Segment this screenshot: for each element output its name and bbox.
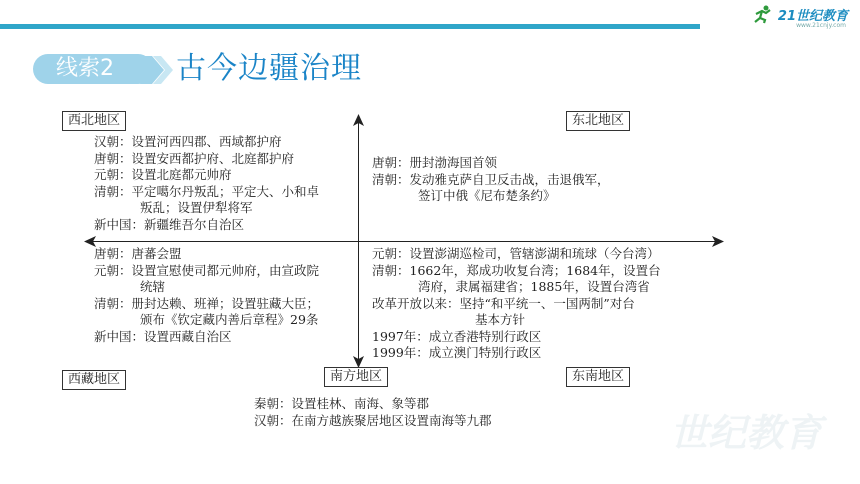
text-line: 新中国：新疆维吾尔自治区 — [94, 216, 245, 232]
text-line: 1997年：成立香港特别行政区 — [372, 328, 542, 344]
region-tibet: 西藏地区 — [62, 370, 126, 390]
page-title: 古今边疆治理 — [176, 51, 362, 86]
text-line: 改革开放以来：坚持“和平统一、一国两制”对台 — [372, 295, 635, 311]
header-accent-line — [0, 24, 700, 29]
region-south: 南方地区 — [324, 367, 388, 387]
text-line: 元朝：设置宣慰使司都元帅府，由宣政院 — [94, 262, 320, 278]
text-line: 1999年：成立澳门特别行政区 — [372, 345, 542, 360]
text-line: 元朝：设置北庭都元帅府 — [94, 167, 232, 182]
text-line: 基本方针 — [475, 312, 526, 327]
northeast-text — [372, 155, 610, 205]
tibet-text — [94, 246, 319, 345]
text-line: 清朝：平定噶尔丹叛乱；平定大、小和卓 — [94, 183, 320, 199]
text-line: 汉朝：设置河西四郡、西域都护府 — [94, 134, 282, 149]
region-northwest: 西北地区 — [62, 111, 126, 131]
text-line: 叛乱；设置伊犁将军 — [140, 200, 253, 215]
chevron-right-icon — [140, 56, 174, 84]
text-line: 唐朝：唐蕃会盟 — [94, 246, 182, 261]
text-line: 唐朝：册封渤海国首领 — [372, 155, 498, 170]
text-line: 清朝：1662年，郑成功收复台湾；1684年，设置台 — [372, 262, 661, 278]
text-line: 唐朝：设置安西都护府、北庭都护府 — [94, 150, 295, 166]
southeast-text — [372, 246, 661, 362]
text-line: 秦朝：设置桂林、南海、象等郡 — [254, 396, 430, 411]
region-northeast: 东北地区 — [566, 111, 630, 131]
arrow-up-icon — [353, 114, 364, 126]
text-line: 颁布《钦定藏内善后章程》29条 — [140, 312, 319, 327]
logo-text: 21世纪教育 — [777, 8, 848, 24]
text-line: 元朝：设置澎湖巡检司，管辖澎湖和琉球（今台湾） — [372, 246, 660, 261]
text-line: 签订中俄《尼布楚条约》 — [418, 188, 556, 203]
arrow-right-icon — [712, 236, 724, 247]
runner-logo-icon — [752, 4, 774, 24]
vertical-axis — [358, 120, 359, 362]
northwest-text — [94, 134, 319, 233]
text-line: 清朝：发动雅克萨自卫反击战，击退俄军， — [372, 171, 610, 187]
text-line: 新中国：设置西藏自治区 — [94, 328, 232, 344]
section-label: 线索2 — [56, 56, 114, 81]
horizontal-axis — [90, 241, 718, 242]
text-line: 汉朝：在南方越族聚居地区设置南海等九郡 — [254, 412, 492, 428]
logo-url: www.21cnjy.com — [796, 22, 846, 29]
south-text — [254, 396, 492, 429]
region-southeast: 东南地区 — [566, 367, 630, 387]
text-line: 清朝：册封达赖、班禅；设置驻藏大臣； — [94, 295, 320, 311]
text-line: 湾府，隶属福建省；1885年，设置台湾省 — [418, 279, 650, 294]
watermark: 世纪教育 — [669, 411, 822, 455]
text-line: 统辖 — [140, 279, 166, 294]
